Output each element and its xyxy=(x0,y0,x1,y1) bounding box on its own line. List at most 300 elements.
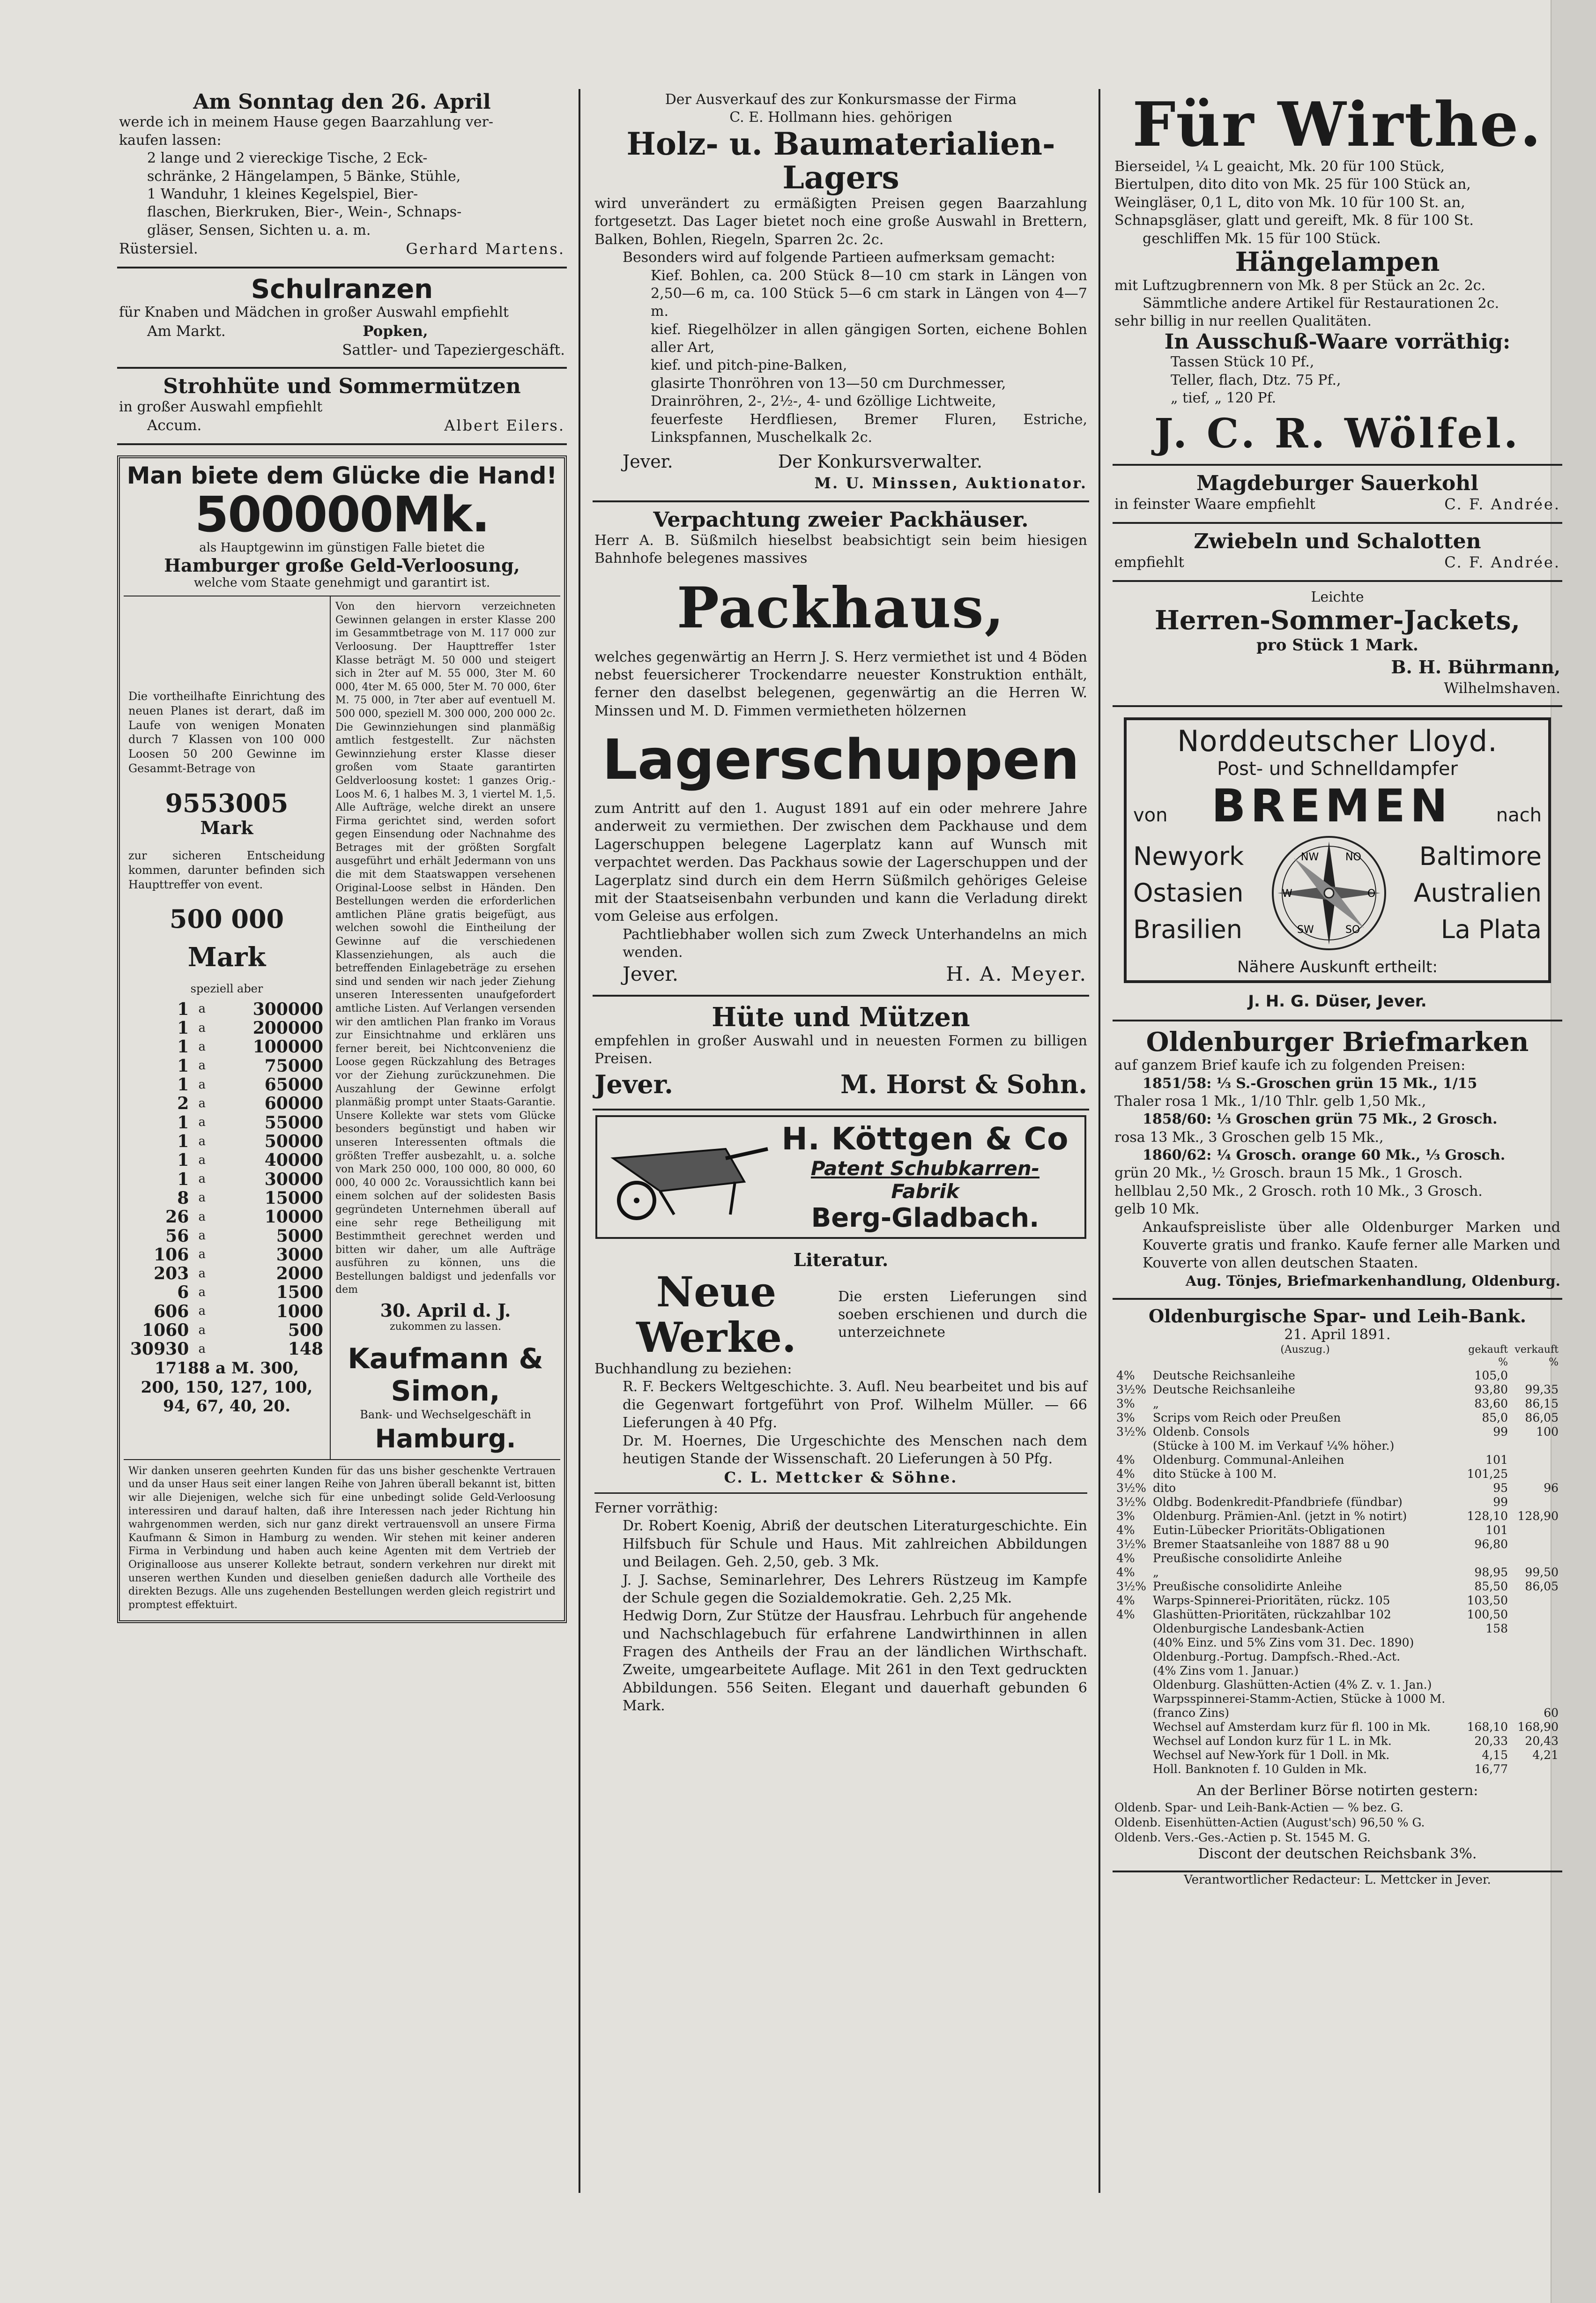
bank-sub: (Auszug.) xyxy=(1280,1344,1330,1356)
bank-rate xyxy=(1114,1734,1151,1748)
prize-row xyxy=(128,1094,325,1113)
prize-row xyxy=(128,1227,325,1245)
prize-count: 106 xyxy=(154,1245,189,1265)
bank-sell: 60 xyxy=(1544,1706,1559,1720)
prize-value: 5000 xyxy=(276,1226,323,1246)
briefmarken-intro: auf ganzem Brief kaufe ich zu folgenden Preisen: xyxy=(1114,1057,1466,1074)
lloyd-city: BREMEN xyxy=(1211,780,1453,833)
bank-sell: 99,50 xyxy=(1525,1565,1559,1580)
jackets-heading: Herren-Sommer-Jackets, xyxy=(1154,605,1520,636)
bank-buy: 98,95 xyxy=(1474,1565,1508,1580)
lottery-special: speziell aber xyxy=(190,982,263,996)
holz-heading: Lagers xyxy=(782,159,899,196)
lottery-headline: Man biete dem Glücke die Hand! xyxy=(126,462,557,489)
briefmarken-line: 1860/62: ¼ Grosch. orange 60 Mk., ⅓ Grosch. xyxy=(1143,1147,1506,1164)
lloyd-agent: J. H. G. Düser, Jever. xyxy=(1248,992,1427,1011)
prize-value: 1000 xyxy=(276,1301,323,1321)
lottery-sub3: welche vom Staate genehmigt und garantirt ist. xyxy=(193,575,490,590)
literatur-more: Ferner vorräthig: xyxy=(594,1499,719,1516)
prize-sep: a xyxy=(198,1096,206,1111)
wirthe-signature: J. C. R. Wölfel. xyxy=(1154,410,1521,458)
bank-security: Wechsel auf Amsterdam kurz für fl. 100 in Mk. xyxy=(1153,1720,1431,1734)
prize-sep: a xyxy=(198,1323,206,1337)
holz-text: wird unverändert zu ermäßigten Preisen gegen Baarzahlung fortgesetzt. Das Lager bietet noch eine große Auswahl in Brettern, Balken, Bohlen, Riegeln, Sparren 2c. 2c. xyxy=(594,195,1087,248)
wirthe-line3: Teller, flach, Dtz. 75 Pf., xyxy=(1171,372,1341,388)
briefmarken-line: 1858/60: ⅓ Groschen grün 75 Mk., 2 Grosch. xyxy=(1143,1111,1498,1128)
prize-row xyxy=(128,1000,325,1019)
wirthe-line: Schnapsgläser, glatt und gereift, Mk. 8 für 100 St. xyxy=(1114,212,1474,229)
compass-no: NO xyxy=(1345,851,1361,864)
lottery-secure: zur sicheren Entscheidung kommen, darunter befinden sich Haupttreffer von event. xyxy=(128,849,325,891)
bank-security: Deutsche Reichsanleihe xyxy=(1153,1383,1295,1397)
bank-row xyxy=(1114,1720,1560,1734)
prize-count: 56 xyxy=(165,1226,189,1246)
huete-heading: Hüte und Mützen xyxy=(712,1002,970,1033)
bank-row xyxy=(1114,1762,1560,1776)
auction-line: schränke, 2 Hängelampen, 5 Bänke, Stühle, xyxy=(147,168,461,185)
bank-buy: 96,80 xyxy=(1474,1537,1508,1551)
holz-item: feuerfeste Herdfliesen, Bremer Fluren, Estriche, Linkspfannen, Muschelkalk 2c. xyxy=(651,411,1087,446)
bank-sell: 99,35 xyxy=(1525,1383,1559,1397)
lloyd-dest-left: Brasilien xyxy=(1133,915,1242,945)
prize-sep: a xyxy=(198,1039,206,1054)
prize-row xyxy=(128,1037,325,1056)
bank-row xyxy=(1114,1439,1560,1453)
holz-text2: Besonders wird auf folgende Partieen aufmerksam gemacht: xyxy=(623,249,1055,266)
bank-rate xyxy=(1114,1706,1151,1720)
prize-value: 10000 xyxy=(264,1207,323,1227)
strohhuete-text: in großer Auswahl empfiehlt xyxy=(119,398,323,415)
prize-tail: 17188 a M. 300, xyxy=(154,1358,299,1378)
lloyd-title: Norddeutscher Lloyd. xyxy=(1177,724,1498,759)
bank-rate xyxy=(1114,1636,1151,1650)
bank-sell: 100 xyxy=(1536,1425,1559,1439)
prize-count: 26 xyxy=(165,1207,189,1227)
prize-count: 1 xyxy=(177,1131,189,1151)
bank-security: (franco Zins) xyxy=(1153,1706,1230,1720)
prize-tail: 200, 150, 127, 100, xyxy=(141,1378,313,1397)
holz-ad xyxy=(593,84,1089,502)
bank-buy xyxy=(1459,1650,1510,1664)
prize-count: 1 xyxy=(177,1056,189,1076)
bank-row xyxy=(1114,1481,1560,1495)
bank-security: Oldenburgische Landesbank-Actien xyxy=(1153,1622,1365,1636)
bank-sell: 128,90 xyxy=(1517,1509,1559,1523)
bank-security: Warpsspinnerei-Stamm-Actien, Stücke à 1000 M. xyxy=(1153,1692,1446,1706)
auction-signature: Gerhard Martens. xyxy=(406,240,565,258)
auction-line: 1 Wanduhr, 1 kleines Kegelspiel, Bier- xyxy=(147,186,418,202)
bank-security: Wechsel auf New-York für 1 Doll. in Mk. xyxy=(1153,1748,1390,1762)
bank-buy: 85,50 xyxy=(1474,1580,1508,1594)
lloyd-sub: Post- und Schnelldampfer xyxy=(1217,758,1458,780)
lottery-top: 500 000 xyxy=(169,904,284,934)
packhaus-text4: Pachtliebhaber wollen sich zum Zweck Unterhandelns an mich wenden. xyxy=(623,926,1087,961)
schulranzen-heading: Schulranzen xyxy=(251,274,433,305)
prize-sep: a xyxy=(198,1209,206,1224)
lottery-intro: Die vortheilhafte Einrichtung des neuen Planes ist derart, daß im Laufe von wenigen Monaten durch 7 Klassen von 100 000 Loosen 50 200 Gewinne im Gesammt-Betrage von xyxy=(128,690,325,775)
zwiebeln-text: empfiehlt xyxy=(1114,554,1184,571)
jackets-place: Wilhelmshaven. xyxy=(1444,679,1560,697)
bank-security: (40% Einz. und 5% Zins vom 31. Dec. 1890) xyxy=(1153,1636,1414,1650)
packhaus-big: Packhaus, xyxy=(676,574,1005,641)
bank-buy: 128,10 xyxy=(1467,1509,1508,1523)
prize-row xyxy=(128,1113,325,1132)
wheelbarrow-icon xyxy=(604,1130,772,1224)
bank-buy: 101 xyxy=(1485,1523,1508,1537)
koettgen-line2: Patent Schubkarren- xyxy=(810,1156,1040,1180)
holz-item: kief. und pitch-pine-Balken, xyxy=(651,357,847,374)
briefmarken-line: gelb 10 Mk. xyxy=(1114,1201,1200,1218)
huete-ad xyxy=(593,997,1089,1111)
bank-row xyxy=(1114,1622,1560,1636)
berlin-heading: An der Berliner Börse notirten gestern: xyxy=(1196,1782,1478,1799)
bank-row xyxy=(1114,1678,1560,1692)
bank-rate: 4% xyxy=(1116,1608,1135,1622)
bank-security: dito xyxy=(1153,1481,1176,1495)
bank-row xyxy=(1114,1706,1560,1720)
wirthe-line: Bierseidel, ¼ L geaicht, Mk. 20 für 100 Stück, xyxy=(1114,158,1445,175)
briefmarken-line: 1851/58: ⅓ S.-Groschen grün 15 Mk., 1/15 xyxy=(1143,1075,1477,1092)
literatur-more-entry: Hedwig Dorn, Zur Stütze der Hausfrau. Lehrbuch für angehende und Nachschlagebuch für erfahrene Landwirthinnen in allen Fragen des Antheils der Frau an der ländlichen Wirthschaft. Zweite, umgearbeitete Auflage. Mit 261 in den Text gedruckten Abbildungen. 556 Seiten. Elegant und dauerhaft gebunden 6 Mark. xyxy=(623,1608,1087,1714)
bank-col-buy: gekauft % xyxy=(1468,1344,1508,1368)
bank-row xyxy=(1114,1594,1560,1608)
bank-sell xyxy=(1510,1537,1560,1551)
prize-count: 1 xyxy=(177,1075,189,1095)
literatur-entry: R. F. Beckers Weltgeschichte. 3. Aufl. Neu bearbeitet und bis auf die Gegenwart fortgeführt von Prof. Wilhelm Müller. — 66 Lieferungen à 40 Pfg. xyxy=(623,1379,1087,1431)
jackets-price: pro Stück 1 Mark. xyxy=(1256,635,1418,655)
lottery-right xyxy=(331,596,560,1459)
huete-place: Jever. xyxy=(594,1069,673,1100)
bank-col-sell: verkauft % xyxy=(1514,1344,1559,1368)
bank-sell xyxy=(1510,1664,1560,1678)
prize-row xyxy=(128,1132,325,1151)
bank-row xyxy=(1114,1692,1560,1706)
prize-value: 3000 xyxy=(276,1245,323,1265)
bank-buy: 4,15 xyxy=(1482,1748,1508,1762)
bank-rate: 3% xyxy=(1116,1397,1135,1411)
prize-row xyxy=(128,1170,325,1189)
prize-count: 1 xyxy=(177,1150,189,1170)
briefmarken-heading: Oldenburger Briefmarken xyxy=(1146,1026,1529,1058)
bank-sell xyxy=(1510,1608,1560,1622)
lottery-ad xyxy=(117,455,567,1624)
prize-value: 30000 xyxy=(264,1169,323,1189)
bank-buy: 100,50 xyxy=(1467,1608,1508,1622)
prize-row xyxy=(128,1057,325,1075)
bank-rate: 4% xyxy=(1116,1369,1135,1383)
bank-buy xyxy=(1459,1636,1510,1650)
prize-tail: 94, 67, 40, 20. xyxy=(163,1397,291,1416)
bank-security: Eutin-Lübecker Prioritäts-Obligationen xyxy=(1153,1523,1385,1537)
berlin-line: Oldenb. Spar- und Leih-Bank-Actien — % bez. G. xyxy=(1114,1800,1403,1814)
sauerkohl-heading: Magdeburger Sauerkohl xyxy=(1196,471,1478,495)
column-rule-right xyxy=(1099,89,1100,2193)
prize-count: 6 xyxy=(177,1282,189,1303)
bank-buy: 101 xyxy=(1485,1453,1508,1467)
packhaus-place: Jever. xyxy=(623,962,679,986)
prize-value: 65000 xyxy=(264,1075,323,1095)
prize-count: 1 xyxy=(177,1018,189,1038)
prize-value: 15000 xyxy=(264,1188,323,1208)
bank-row xyxy=(1114,1425,1560,1439)
bank-section xyxy=(1113,1300,1562,1872)
bank-rate xyxy=(1114,1692,1151,1706)
lottery-sub2: Hamburger große Geld-Verloosung, xyxy=(164,555,520,576)
bank-security: Oldenb. Consols xyxy=(1153,1425,1250,1439)
bank-sell: 86,15 xyxy=(1525,1397,1559,1411)
schulranzen-place: Am Markt. xyxy=(147,322,226,340)
packhaus-text2: welches gegenwärtig an Herrn J. S. Herz vermiethet ist und 4 Böden nebst feuersicherer Trockendarre neuester Konstruktion enthält, ferner den daselbst belegenen, gegenwärtig an die Herren W. Minssen und M. D. Fimmen vermietheten hölzernen xyxy=(594,648,1087,719)
prize-sep: a xyxy=(198,1058,206,1073)
zwiebeln-heading: Zwiebeln und Schalotten xyxy=(1194,529,1481,553)
bank-rate: 4% xyxy=(1116,1565,1135,1580)
briefmarken-text: Ankaufspreisliste über alle Oldenburger Marken und Kouverte gratis und franko. Kaufe ferner alle Marken und Kouverte von allen deutschen Staaten. xyxy=(1143,1219,1560,1272)
prize-count: 2 xyxy=(177,1094,189,1114)
prize-value: 100000 xyxy=(252,1037,323,1057)
schulranzen-name: Popken, xyxy=(363,322,428,340)
jackets-name: B. H. Bührmann, xyxy=(1391,656,1560,678)
prize-sep: a xyxy=(198,1134,206,1148)
bank-sell xyxy=(1510,1495,1560,1509)
bank-buy xyxy=(1459,1439,1510,1453)
sauerkohl-signature: C. F. Andrée. xyxy=(1444,495,1560,514)
wirthe-line: Weingläser, 0,1 L, dito von Mk. 10 für 100 St. an, xyxy=(1114,194,1465,211)
bank-rate xyxy=(1114,1622,1151,1636)
literatur-side: Die ersten Lieferungen sind soeben erschienen und durch die unterzeichnete xyxy=(838,1288,1087,1341)
strohhuete-place: Accum. xyxy=(147,417,202,434)
bank-security: Oldenburg. Glashütten-Actien (4% Z. v. 1. Jan.) xyxy=(1153,1678,1432,1692)
schulranzen-trade: Sattler- und Tapeziergeschäft. xyxy=(342,342,565,358)
bank-buy: 168,10 xyxy=(1467,1720,1508,1734)
bank-rate xyxy=(1114,1678,1151,1692)
briefmarken-line: rosa 13 Mk., 3 Groschen gelb 15 Mk., xyxy=(1114,1129,1384,1146)
bank-buy xyxy=(1459,1678,1510,1692)
bank-sell xyxy=(1510,1439,1560,1453)
bank-row xyxy=(1114,1636,1560,1650)
compass-so: SO xyxy=(1345,924,1360,936)
holz-intro: C. E. Hollmann hies. gehörigen xyxy=(729,109,952,126)
bank-row xyxy=(1114,1537,1560,1551)
auction-place: Rüstersiel. xyxy=(119,240,198,258)
bank-buy: 95 xyxy=(1493,1481,1508,1495)
schulranzen-text: für Knaben und Mädchen in großer Auswahl empfiehlt xyxy=(119,304,509,321)
koettgen-name: H. Köttgen & Co xyxy=(781,1120,1069,1157)
strohhuete-ad xyxy=(117,369,567,445)
bank-row xyxy=(1114,1580,1560,1594)
bank-rate: 3½% xyxy=(1116,1481,1146,1495)
bank-security: Oldenburg. Prämien-Anl. (jetzt in % notirt) xyxy=(1153,1509,1407,1523)
bank-sell xyxy=(1510,1678,1560,1692)
bank-security: Warps-Spinnerei-Prioritäten, rückz. 105 xyxy=(1153,1594,1390,1608)
holz-item: kief. Riegelhölzer in allen gängigen Sorten, eichene Bohlen aller Art, xyxy=(651,321,1087,356)
prize-value: 200000 xyxy=(252,1018,323,1038)
bank-security: „ xyxy=(1153,1397,1159,1411)
prize-table xyxy=(128,1000,325,1359)
prize-sep: a xyxy=(198,1266,206,1281)
prize-value: 1500 xyxy=(276,1282,323,1303)
bank-security: Glashütten-Prioritäten, rückzahlbar 102 xyxy=(1153,1608,1391,1622)
auction-ad xyxy=(117,84,567,268)
lloyd-ad xyxy=(1124,717,1551,983)
prize-count: 1060 xyxy=(142,1320,189,1341)
bank-rate: 4% xyxy=(1116,1453,1135,1467)
bank-rate: 3½% xyxy=(1116,1580,1146,1594)
packhaus-heading: Verpachtung zweier Packhäuser. xyxy=(653,508,1029,532)
bank-date: 21. April 1891. xyxy=(1284,1327,1391,1343)
literatur-more-entry: Dr. Robert Koenig, Abriß der deutschen Literaturgeschichte. Ein Hilfsbuch für Schule und Haus. Mit zahlreichen Abbildungen und Beilagen. Geh. 2,50, geb. 3 Mk. xyxy=(623,1518,1087,1571)
bank-security: Scrips vom Reich oder Preußen xyxy=(1153,1411,1341,1425)
bank-sell xyxy=(1510,1692,1560,1706)
neue-werke: Neue Werke. xyxy=(636,1267,796,1362)
lagerschuppen-big: Lagerschuppen xyxy=(602,727,1080,792)
lloyd-info: Nähere Auskunft ertheilt: xyxy=(1237,958,1438,977)
bank-row xyxy=(1114,1383,1560,1397)
bank-rate: 4% xyxy=(1116,1467,1135,1481)
prize-count: 203 xyxy=(154,1264,189,1284)
prize-value: 300000 xyxy=(252,999,323,1019)
literatur-firm: C. L. Mettcker & Söhne. xyxy=(724,1468,958,1487)
holz-signer: Der Konkursverwalter. xyxy=(778,451,983,472)
bank-rate: 3½% xyxy=(1116,1537,1146,1551)
bank-rate xyxy=(1114,1439,1151,1453)
lottery-top-unit: Mark xyxy=(187,942,266,973)
bank-buy: 158 xyxy=(1485,1622,1508,1636)
bank-buy xyxy=(1459,1551,1510,1565)
sauerkohl-text: in feinster Waare empfiehlt xyxy=(1114,496,1315,513)
bank-buy xyxy=(1459,1664,1510,1678)
column-3 xyxy=(1113,84,1562,1888)
lloyd-nach: nach xyxy=(1496,805,1542,827)
prize-value: 2000 xyxy=(276,1264,323,1284)
bank-row xyxy=(1114,1453,1560,1467)
ausschuss-heading: In Ausschuß-Waare vorräthig: xyxy=(1164,329,1511,354)
prize-sep: a xyxy=(198,1002,206,1016)
prize-row xyxy=(128,1302,325,1321)
column-rule-left xyxy=(579,89,580,2193)
jackets-pre: Leichte xyxy=(1311,589,1364,605)
auction-line: gläser, Sensen, Sichten u. a. m. xyxy=(147,222,371,238)
bank-buy: 99 xyxy=(1493,1425,1508,1439)
lottery-footer: Wir danken unseren geehrten Kunden für das uns bisher geschenkte Vertrauen und da unser Haus seit einer langen Reihe von Jahren überall bekannt ist, bitten wir alle Diejenigen, welche sich für eine unbedingt solide Geld-Verloosung interessiren und darauf halten, daß ihre Interessen nach jeder Richtung hin wahrgenommen werden, sich nur ganz direkt vertrauensvoll an unsere Firma Kaufmann & Simon in Hamburg zu wenden. Wir stehen mit keiner anderen Firma in Verbindung und haben auch keine Agenten mit dem Vertrieb der Originalloose aus unserer Kollekte betraut, sondern verkehren nur direkt mit unseren werthen Kunden und dieselben genießen dadurch alle Vortheile des direkten Bezugs. Alle uns zugehenden Bestellungen werden gleich registrirt und promptest effektuirt. xyxy=(124,1459,560,1617)
briefmarken-line: grün 20 Mk., ½ Grosch. braun 15 Mk., 1 Grosch. xyxy=(1114,1165,1463,1182)
prize-value: 148 xyxy=(288,1339,323,1359)
prize-row xyxy=(128,1245,325,1264)
bank-security: Oldenburg. Communal-Anleihen xyxy=(1153,1453,1344,1467)
bank-security: Preußische consolidirte Anleihe xyxy=(1153,1580,1342,1594)
bank-security: Wechsel auf London kurz für 1 L. in Mk. xyxy=(1153,1734,1392,1748)
prize-value: 500 xyxy=(288,1320,323,1341)
prize-count: 1 xyxy=(177,1037,189,1057)
lottery-deadline2: zukommen zu lassen. xyxy=(390,1320,501,1333)
literatur-more-entry: J. J. Sachse, Seminarlehrer, Des Lehrers Rüstzeug im Kampfe der Schule gegen die Sozialdemokratie. Geh. 2,25 Mk. xyxy=(623,1572,1087,1606)
bank-buy: 20,33 xyxy=(1474,1734,1508,1748)
bank-row xyxy=(1114,1397,1560,1411)
bank-sell: 20,43 xyxy=(1525,1734,1559,1748)
strohhuete-heading: Strohhüte und Sommermützen xyxy=(163,374,521,399)
auction-line: 2 lange und 2 viereckige Tische, 2 Eck- xyxy=(147,150,428,167)
bank-security: Bremer Staatsanleihe von 1887 88 u 90 xyxy=(1153,1537,1389,1551)
literatur-text0: Buchhandlung zu beziehen: xyxy=(594,1361,792,1378)
berlin-line: Oldenb. Vers.-Ges.-Actien p. St. 1545 M. G. xyxy=(1114,1830,1371,1844)
bank-row xyxy=(1114,1734,1560,1748)
prize-sep: a xyxy=(198,1191,206,1205)
compass-w: W xyxy=(1282,888,1292,900)
bank-rate: 3½% xyxy=(1116,1425,1146,1439)
lloyd-ad-wrap xyxy=(1113,707,1562,1021)
bank-rate: 4% xyxy=(1116,1551,1135,1565)
compass-o: O xyxy=(1367,888,1375,900)
firm-name-2: Simon, xyxy=(391,1375,500,1408)
prize-value: 60000 xyxy=(264,1094,323,1114)
bank-row xyxy=(1114,1650,1560,1664)
bank-sell xyxy=(1510,1762,1560,1776)
bank-sell xyxy=(1510,1551,1560,1565)
strohhuete-signature: Albert Eilers. xyxy=(444,417,565,435)
prize-sep: a xyxy=(198,1153,206,1167)
prize-count: 8 xyxy=(177,1188,189,1208)
wirthe-line2: Sämmtliche andere Artikel für Restaurationen 2c. xyxy=(1143,295,1499,312)
jackets-ad xyxy=(1113,582,1562,707)
bank-sell xyxy=(1510,1467,1560,1481)
bank-sell: 96 xyxy=(1544,1481,1559,1495)
wirthe-line2: mit Luftzugbrennern von Mk. 8 per Stück an 2c. 2c. xyxy=(1114,277,1486,294)
lottery-sub1: als Hauptgewinn im günstigen Falle bietet die xyxy=(199,540,485,555)
bank-sell xyxy=(1510,1594,1560,1608)
lottery-deadline: 30. April d. J. xyxy=(380,1300,511,1321)
prize-value: 55000 xyxy=(264,1112,323,1133)
prize-sep: a xyxy=(198,1285,206,1300)
wirthe-ad xyxy=(1113,84,1562,466)
lloyd-dest-right: Australien xyxy=(1413,878,1542,908)
prize-count: 606 xyxy=(154,1301,189,1321)
prize-row xyxy=(128,1283,325,1302)
wirthe-line3: Tassen Stück 10 Pf., xyxy=(1171,354,1314,371)
bank-row xyxy=(1114,1523,1560,1537)
bank-rate xyxy=(1114,1748,1151,1762)
bank-buy xyxy=(1459,1692,1510,1706)
bank-row xyxy=(1114,1467,1560,1481)
prize-sep: a xyxy=(198,1115,206,1130)
bank-row xyxy=(1114,1565,1560,1580)
holz-heading: Holz- u. Baumaterialien- xyxy=(626,125,1055,162)
packhaus-text3: zum Antritt auf den 1. August 1891 auf ein oder mehrere Jahre anderweit zu vermiethen. Der zwischen dem Packhause und dem Lagerschuppen belegene Lagerplatz kann auf Wunsch mit verpachtet werden. Das Packhaus sowie der Lagerschuppen und der Lagerplatz sind durch ein dem Herrn Süßmilch gehöriges Geleise mit der Staatseisenbahn verbunden und kann die Verladung direkt vom Geleise aus erfolgen. xyxy=(594,800,1087,925)
bank-row xyxy=(1114,1748,1560,1762)
bank-rate: 4% xyxy=(1116,1523,1135,1537)
bank-security: Holl. Banknoten f. 10 Gulden in Mk. xyxy=(1153,1762,1367,1776)
prize-value: 50000 xyxy=(264,1131,323,1151)
bank-rate: 3% xyxy=(1116,1509,1135,1523)
page-footer: Verantwortlicher Redacteur: L. Mettcker in Jever. xyxy=(1184,1872,1491,1887)
bank-security: Preußische consolidirte Anleihe xyxy=(1153,1551,1342,1565)
auction-line: flaschen, Bierkruken, Bier-, Wein-, Schnaps- xyxy=(147,204,462,221)
lottery-big-amount: 500000Mk. xyxy=(194,485,490,543)
bank-buy: 83,60 xyxy=(1474,1397,1508,1411)
prize-sep: a xyxy=(198,1342,206,1356)
bank-security: „ xyxy=(1153,1565,1159,1580)
prize-sep: a xyxy=(198,1247,206,1262)
lottery-total: 9553005 xyxy=(165,788,289,818)
prize-row xyxy=(128,1340,325,1358)
prize-row xyxy=(128,1207,325,1226)
compass-sw: SW xyxy=(1297,924,1314,936)
bank-buy: 16,77 xyxy=(1474,1762,1508,1776)
bank-buy: 99 xyxy=(1493,1495,1508,1509)
bank-heading: Oldenburgische Spar- und Leih-Bank. xyxy=(1148,1305,1527,1327)
prize-row xyxy=(128,1264,325,1283)
bank-sell: 86,05 xyxy=(1525,1411,1559,1425)
prize-sep: a xyxy=(198,1077,206,1092)
lloyd-dest-right: Baltimore xyxy=(1419,841,1542,871)
